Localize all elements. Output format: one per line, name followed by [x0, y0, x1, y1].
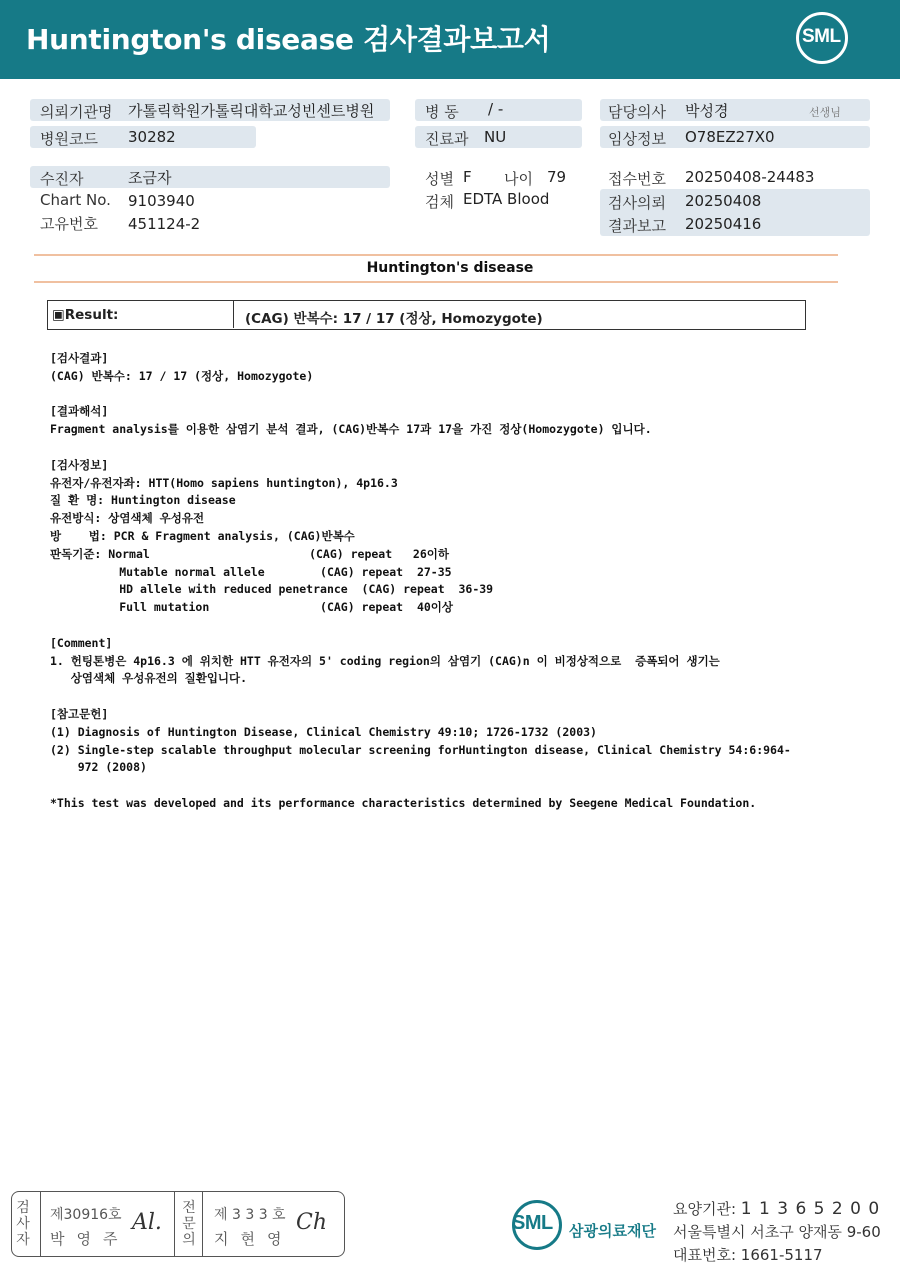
report-date-label: 결과보고 — [608, 217, 666, 235]
sml-footer-logo — [510, 1200, 570, 1256]
body-line: 972 (2008) — [50, 760, 147, 775]
dept-label: 진료과 — [425, 130, 469, 148]
report-title: Huntington's disease 검사결과보고서 — [26, 23, 551, 56]
result-label: ▣Result: — [52, 307, 119, 323]
institution-code-value: 1 1 3 6 5 2 0 0 — [740, 1199, 881, 1219]
result-value: (CAG) 반복수: 17 / 17 (정상, Homozygote) — [245, 311, 543, 327]
specimen-label: 검체 — [425, 193, 454, 211]
doctor-value: 박성경 — [685, 102, 729, 120]
stamp-divider — [40, 1192, 41, 1256]
body-line: 유전자/유전자좌: HTT(Homo sapiens huntington), 4p16.3 — [50, 475, 398, 490]
body-line: [결과해석] — [50, 404, 109, 419]
specialist-license: 제 3 3 3 호 — [214, 1207, 286, 1223]
section-rule-bottom — [34, 281, 838, 283]
blank-line — [50, 617, 850, 635]
blank-line — [50, 386, 850, 404]
body-line: 방 법: PCR & Fragment analysis, (CAG)반복수 — [50, 528, 355, 543]
body-line: [참고문헌] — [50, 706, 109, 721]
body-line: 유전방식: 상염색체 우성유전 — [50, 511, 205, 526]
specialist-name: 지현영 — [214, 1230, 294, 1248]
age-label: 나이 — [504, 170, 533, 188]
patient-label: 수진자 — [40, 170, 84, 188]
phone-number — [673, 1244, 823, 1265]
hospital-code-value: 30282 — [128, 128, 176, 146]
institution-value: 가톨릭학원가톨릭대학교성빈센트병원 — [128, 102, 375, 120]
patient-value: 조금자 — [128, 169, 172, 187]
logo-text: SML — [802, 26, 841, 47]
blank-line — [50, 439, 850, 457]
ward-value: / - — [488, 100, 504, 118]
clinical-label: 임상정보 — [608, 130, 666, 148]
request-label: 검사의뢰 — [608, 194, 666, 212]
blank-line — [50, 777, 850, 795]
ward-label: 병 동 — [425, 103, 459, 121]
result-label-cell — [48, 301, 234, 328]
receipt-value: 20250408-24483 — [685, 168, 815, 186]
report-date-value: 20250416 — [685, 215, 762, 233]
sex-label: 성별 — [425, 170, 454, 188]
body-line: *This test was developed and its performance characteristics determined by Seegene Medical Foundation. — [50, 795, 757, 810]
section-rule-top — [34, 254, 838, 256]
examiner-license: 제30916호 — [50, 1207, 122, 1223]
dept-value: NU — [484, 128, 507, 146]
body-line: (2) Single-step scalable throughput molecular screening forHuntington disease, Clinical Chemistry 54:6:964- — [50, 742, 791, 757]
phone-label: 대표번호: — [673, 1246, 737, 1264]
body-line: HD allele with reduced penetrance (CAG) repeat 36-39 — [50, 582, 494, 597]
body-line: Fragment analysis를 이용한 삼염기 분석 결과, (CAG)반복수 17과 17을 가진 정상(Homozygote) 입니다. — [50, 422, 652, 437]
stamp-divider — [202, 1192, 203, 1256]
sex-value: F — [463, 168, 472, 186]
body-line: Full mutation (CAG) repeat 40이상 — [50, 600, 454, 615]
body-line: 질 환 명: Huntington disease — [50, 493, 236, 508]
doctor-label: 담당의사 — [608, 103, 666, 121]
body-line: 판독기준: Normal (CAG) repeat 26이하 — [50, 546, 449, 561]
footer-logo-text: SML — [512, 1212, 553, 1234]
result-table — [47, 300, 806, 330]
body-line: [검사정보] — [50, 457, 109, 472]
unique-value: 451124-2 — [128, 215, 201, 233]
patient-box — [30, 166, 390, 188]
unique-label: 고유번호 — [40, 215, 98, 233]
report-header — [0, 0, 900, 79]
hospital-code-label: 병원코드 — [40, 130, 98, 148]
section-title: Huntington's disease — [366, 260, 534, 276]
signature-stamp — [11, 1191, 345, 1257]
age-value: 79 — [547, 168, 567, 186]
body-line: Mutable normal allele (CAG) repeat 27-35 — [50, 564, 452, 579]
specialist-signature: Ch — [296, 1210, 328, 1235]
request-value: 20250408 — [685, 192, 762, 210]
body-line: 상염색체 우성유전의 질환입니다. — [50, 671, 248, 686]
body-line: [검사결과] — [50, 351, 109, 365]
institution-code-label: 요양기관: — [673, 1200, 737, 1218]
examiner-signature: Al. — [132, 1210, 162, 1235]
organization-address: 서울특별시 서초구 양재동 9-60 — [673, 1223, 881, 1241]
specialist-label: 전 문 의 — [182, 1200, 196, 1248]
organization-name: 삼광의료재단 — [569, 1222, 656, 1240]
body-line: 1. 헌팅톤병은 4p16.3 에 위치한 HTT 유전자의 5' coding region의 삼염기 (CAG)n 이 비정상적으로 증폭되어 생기는 — [50, 653, 720, 668]
specimen-value: EDTA Blood — [463, 190, 550, 208]
institution-label: 의뢰기관명 — [40, 103, 113, 121]
chart-value: 9103940 — [128, 192, 195, 210]
body-line: (CAG) 반복수: 17 / 17 (정상, Homozygote) — [50, 368, 314, 383]
phone-value: 1661-5117 — [740, 1246, 823, 1264]
chart-label: Chart No. — [40, 191, 111, 209]
body-line: [Comment] — [50, 635, 113, 650]
institution-code — [673, 1198, 880, 1219]
examiner-label: 검 사 자 — [16, 1200, 30, 1248]
body-line: (1) Diagnosis of Huntington Disease, Clinical Chemistry 49:10; 1726-1732 (2003) — [50, 724, 597, 739]
examiner-name: 박영주 — [50, 1230, 130, 1248]
report-body — [50, 350, 850, 813]
receipt-label: 접수번호 — [608, 170, 666, 188]
sml-logo — [796, 12, 854, 66]
doctor-suffix: 선생님 — [809, 106, 841, 119]
clinical-value: O78EZ27X0 — [685, 128, 775, 146]
blank-line — [50, 688, 850, 706]
stamp-divider — [174, 1192, 175, 1256]
